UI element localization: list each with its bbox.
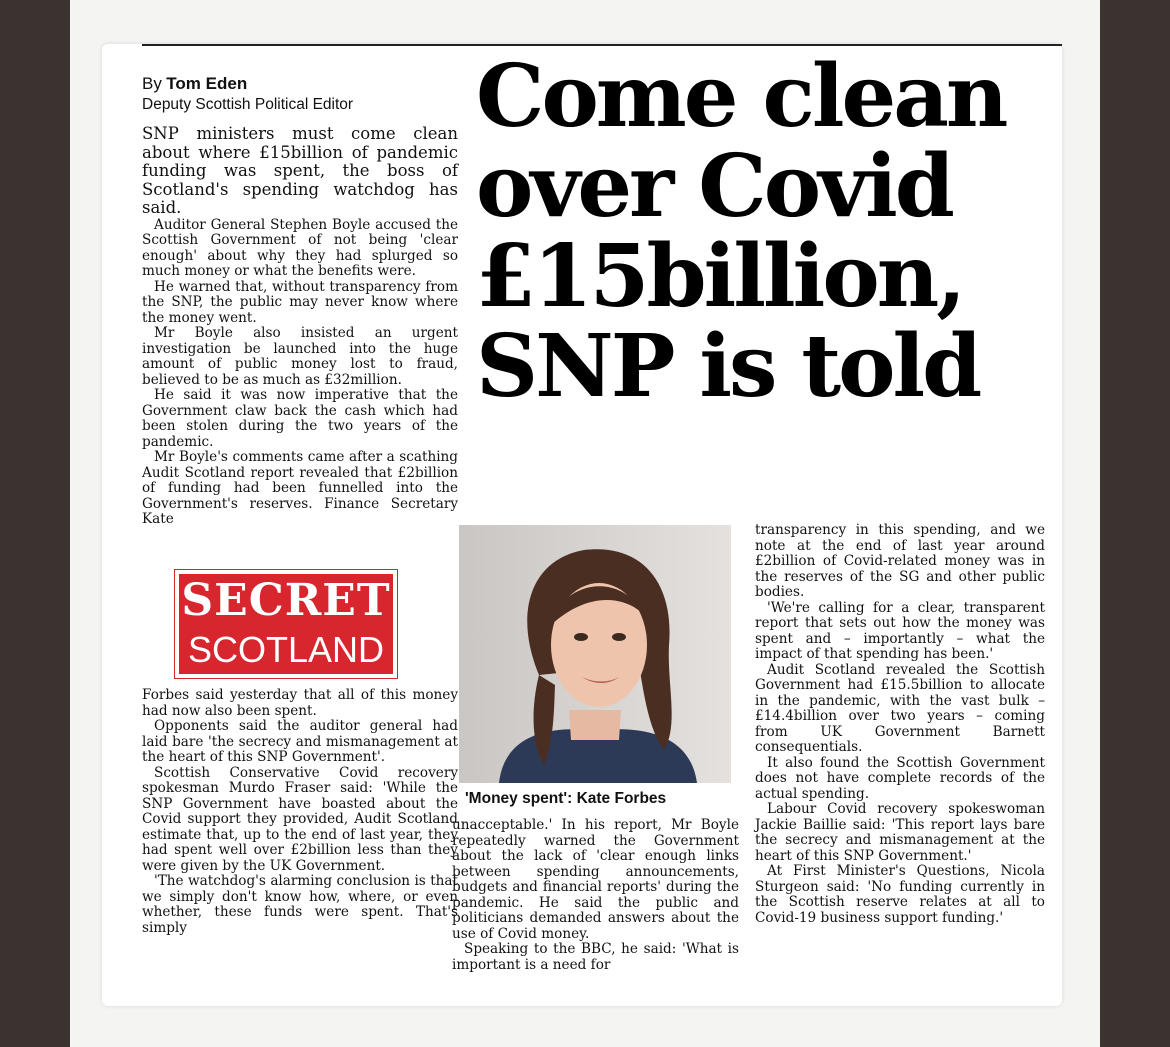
photo-caption: 'Money spent': Kate Forbes xyxy=(465,790,667,807)
headline-line-4: SNP is told xyxy=(476,316,980,417)
paragraph: Speaking to the BBC, he said: 'What is important is a need for xyxy=(452,941,739,973)
paragraph: Opponents said the auditor general had laid bare 'the secrecy and mismanagement at the heart of this SNP Government'. xyxy=(142,718,458,765)
paragraph: SNP ministers must come clean about where £15billion of pandemic funding was spent, the boss of Scotland's spending watchdog has said. xyxy=(142,124,458,217)
paragraph: Forbes said yesterday that all of this money had now also been spent. xyxy=(142,687,458,719)
portrait-illustration xyxy=(459,525,731,783)
kate-forbes-photo xyxy=(459,525,731,783)
paragraph: Mr Boyle's comments came after a scathing Audit Scotland report revealed that £2billion of funding had been funnelled into the Government's reserves. Finance Secretary Kate xyxy=(142,449,458,527)
paragraph: Audit Scotland revealed the Scottish Government had £15.5billion to allocate in the pandemic, with the vast bulk – £14.4billion over two years – coming from UK Government Barnett consequentials. xyxy=(755,661,1045,755)
paragraph: transparency in this spending, and we note at the end of last year around £2billion of Covid-related money was in the reserves of the SG and other public bodies. xyxy=(755,522,1045,600)
headline-line-3: £15billion, xyxy=(476,226,964,327)
headline xyxy=(476,46,1036,417)
paragraph: unacceptable.' In his report, Mr Boyle repeatedly warned the Government about the lack of 'clear enough links between spending announcements, budgets and financial reports' during the pandemic. He said the public and politicians demanded answers about the use of Covid money. xyxy=(452,817,739,942)
article-column-1-bottom xyxy=(142,688,458,936)
article-column-3 xyxy=(755,523,1045,926)
article-column-2 xyxy=(452,818,739,973)
byline-role: Deputy Scottish Political Editor xyxy=(142,96,354,113)
paragraph: Scottish Conservative Covid recovery spokesman Murdo Fraser said: 'While the SNP Government have boasted about the Covid support they provided, Audit Scotland estimate that, up to the end of last year, they had spent well over £2billion less than they were given by the UK Government. xyxy=(142,764,458,874)
byline xyxy=(142,74,353,115)
logo-secret: SECRET xyxy=(181,575,391,626)
paragraph: 'We're calling for a clear, transparent report that sets out how the money was spent and – importantly – what the impact of that spending has been.' xyxy=(755,599,1045,662)
secret-scotland-logo xyxy=(175,570,397,678)
paragraph: Mr Boyle also insisted an urgent investigation be launched into the huge amount of public money lost to fraud, believed to be as much as £32million. xyxy=(142,325,458,388)
article-column-1-top xyxy=(142,125,458,528)
logo-scotland: SCOTLAND xyxy=(187,629,385,670)
byline-by: By xyxy=(142,74,162,93)
paragraph: 'The watchdog's alarming conclusion is that we simply don't know how, where, or even whether, these funds were spent. That's simply xyxy=(142,873,458,936)
byline-author: Tom Eden xyxy=(166,74,248,93)
paragraph: It also found the Scottish Government does not have complete records of the actual spending. xyxy=(755,754,1045,802)
paragraph: Auditor General Stephen Boyle accused the Scottish Government of not being 'clear enough' about why they had splurged so much money or what the benefits were. xyxy=(142,216,458,279)
headline-line-2: over Covid xyxy=(476,136,952,237)
paragraph: He warned that, without transparency from the SNP, the public may never know where the money went. xyxy=(142,278,458,326)
paragraph: Labour Covid recovery spokeswoman Jackie Baillie said: 'This report lays bare the secrecy and mismanagement at the heart of this SNP Government.' xyxy=(755,801,1045,864)
paragraph: He said it was now imperative that the Government claw back the cash which had been stolen during the two years of the pandemic. xyxy=(142,387,458,450)
paragraph: At First Minister's Questions, Nicola Sturgeon said: 'No funding currently in the Scottish reserve relates at all to Covid-19 business support funding.' xyxy=(755,863,1045,926)
headline-line-1: Come clean xyxy=(476,46,1006,147)
